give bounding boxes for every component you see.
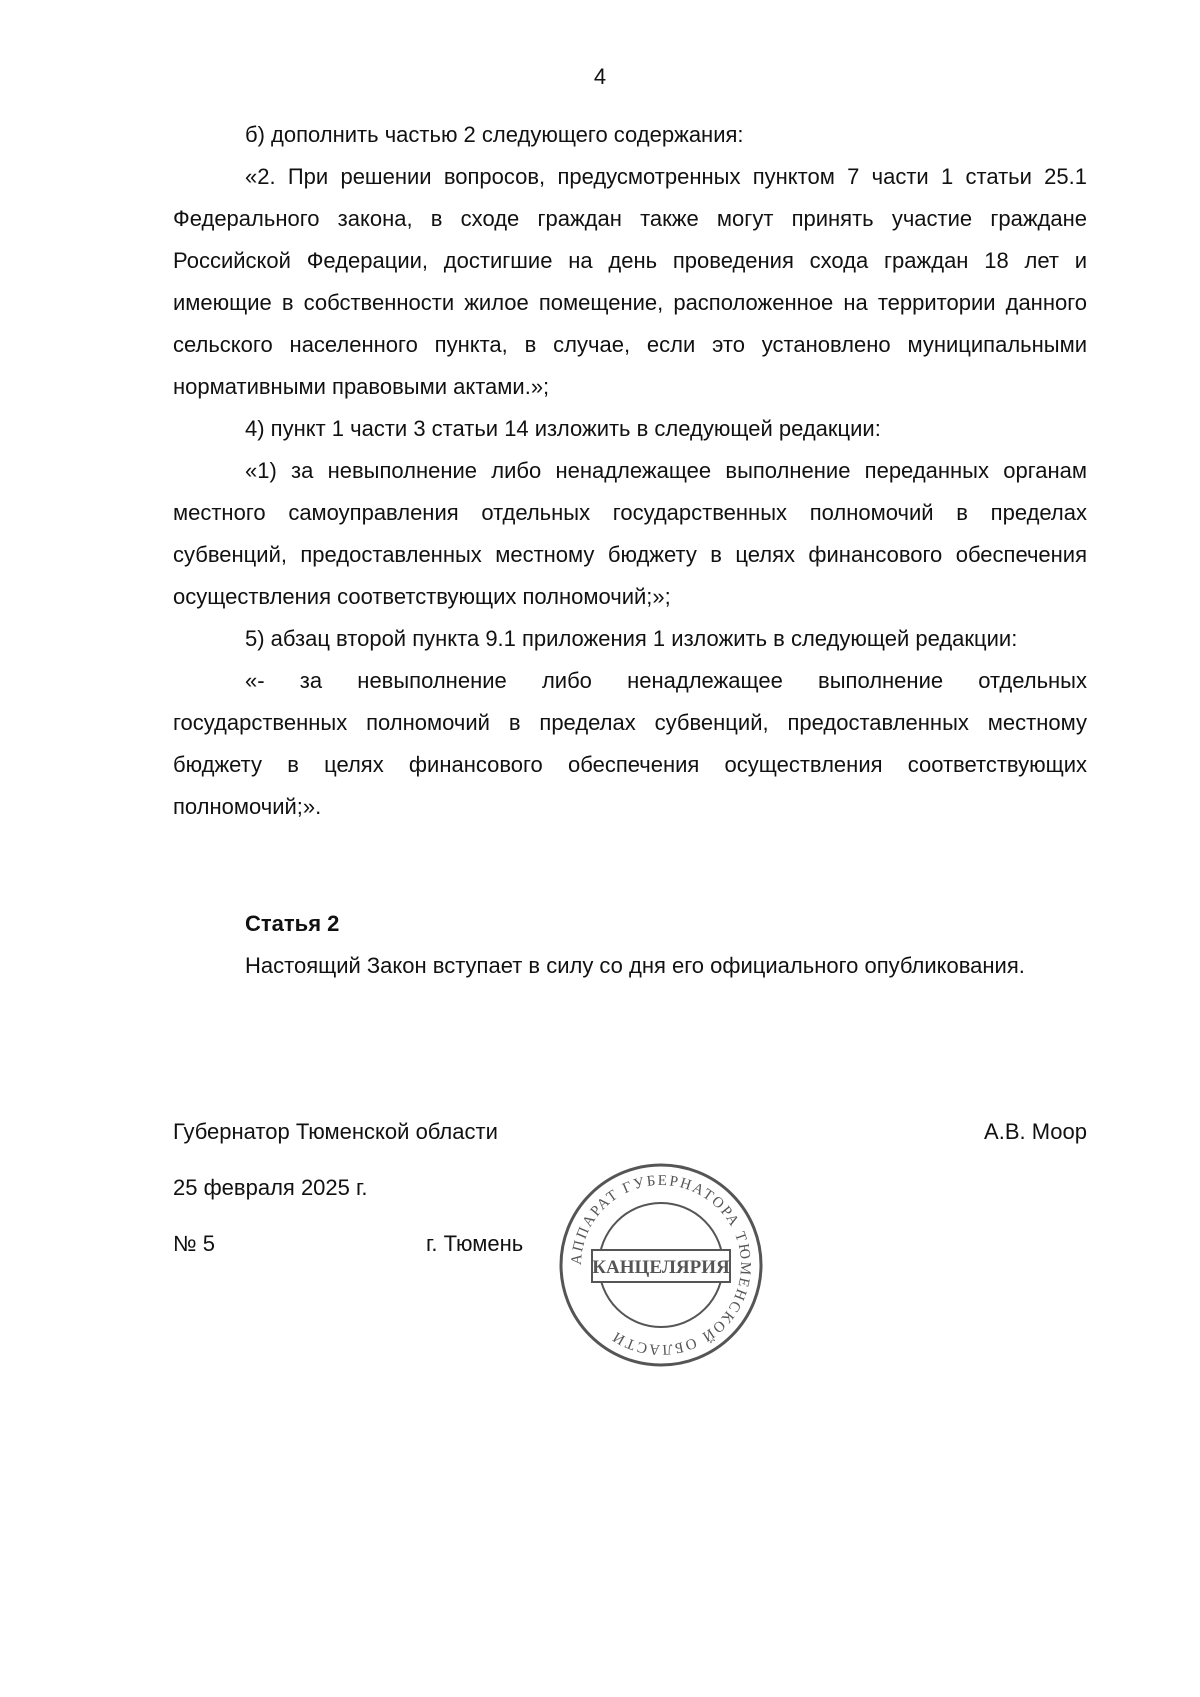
paragraph-amendment-5: 5) абзац второй пункта 9.1 приложения 1 изложить в следующей редакции:: [245, 626, 1018, 651]
paragraph-item-1-text: «1) за невыполнение либо ненадлежащее выполнение переданных органам местного самоуправления отдельных государственных полномочий в пределах субвенций, предоставленных местному бюджету в целях финансового обеспечения осуществления соответствующих полномочий;»;: [173, 458, 1087, 609]
document-body: [173, 114, 1087, 828]
paragraph-amendment-b: б) дополнить частью 2 следующего содержания:: [245, 122, 744, 147]
signing-city: г. Тюмень: [426, 1231, 524, 1256]
article-2-heading: Статья 2: [245, 911, 340, 936]
paragraph-amendment-4: 4) пункт 1 части 3 статьи 14 изложить в следующей редакции:: [245, 416, 881, 441]
article-2-text: Настоящий Закон вступает в силу со дня его официального опубликования.: [245, 953, 1025, 978]
signing-date: 25 февраля 2025 г.: [173, 1175, 368, 1200]
paragraph-part-2-text: «2. При решении вопросов, предусмотренных пунктом 7 части 1 статьи 25.1 Федерального закона, в сходе граждан также могут принять участие граждане Российской Федерации, достигшие на день проведения схода граждан 18 лет и имеющие в собственности жилое помещение, расположенное на территории данного сельского населенного пункта, в случае, если это установлено муниципальными нормативными правовыми актами.»;: [173, 164, 1087, 399]
signatory-position: Губернатор Тюменской области: [173, 1119, 498, 1144]
signatory-name: А.В. Моор: [984, 1119, 1087, 1144]
page-number: 4: [593, 64, 607, 89]
law-number: № 5: [173, 1231, 215, 1256]
paragraph-item-9-1-text: «- за невыполнение либо ненадлежащее выполнение отдельных государственных полномочий в пределах субвенций, предоставленных местному бюджету в целях финансового обеспечения осуществления соответствующих полномочий;».: [173, 668, 1087, 819]
stamp-center-text: КАНЦЕЛЯРИЯ: [592, 1257, 730, 1278]
stamp-ring-text: АППАРАТ ГУБЕРНАТОРА ТЮМЕНСКОЙ ОБЛАСТИ: [568, 1172, 754, 1358]
article-2-body: [173, 945, 1087, 987]
official-stamp: [558, 1162, 764, 1368]
